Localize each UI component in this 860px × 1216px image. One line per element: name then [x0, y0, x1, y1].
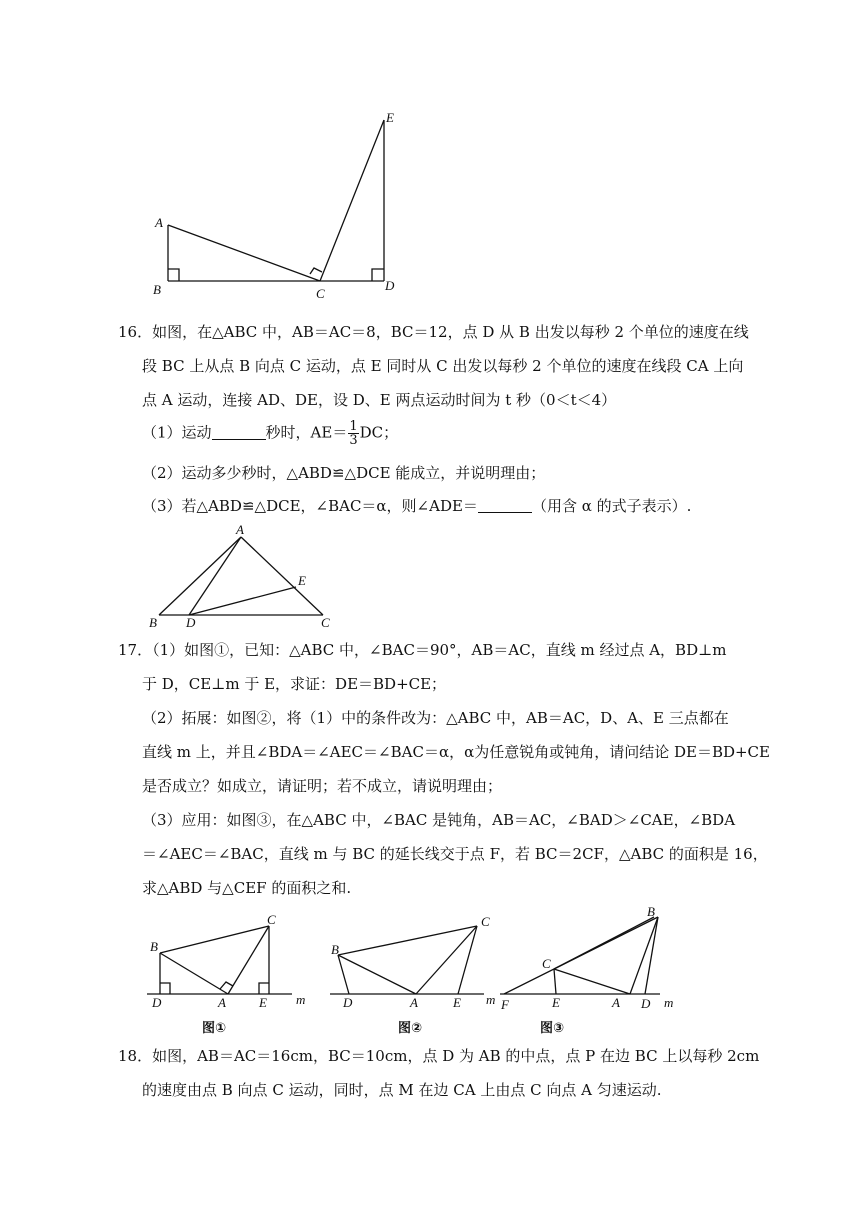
q16-fig-label-a: A: [236, 522, 244, 537]
q16-fig-label-b: B: [149, 615, 157, 630]
q17-fig3: [500, 917, 660, 994]
q17-line-1: 17．（1）如图①，已知：△ABC 中，∠BAC＝90°，AB＝AC，直线 m 经过点 A，BD⊥m: [118, 641, 727, 659]
q17-line-8: 求△ABD 与△CEF 的面积之和.: [142, 879, 352, 897]
top-fig-label-a: A: [155, 215, 163, 230]
q16-p3-text-b: （用含 α 的式子表示）.: [531, 497, 692, 515]
top-fig-label-e: E: [386, 110, 394, 125]
fig3-caption: 图③: [540, 1021, 565, 1036]
q18-line-1: 18．如图，AB＝AC＝16cm，BC＝10cm，点 D 为 AB 的中点，点 P 在边 BC 上以每秒 2cm: [118, 1047, 760, 1065]
q17-line-5: 是否成立？如成立，请证明；若不成立，请说明理由；: [142, 777, 503, 795]
fig3-label-c: C: [542, 956, 551, 971]
fig1-label-m: m: [296, 992, 306, 1007]
top-figure: [168, 120, 384, 281]
top-fig-label-b: B: [153, 282, 161, 297]
fig3-label-a: A: [612, 995, 620, 1010]
fraction-one-third: [348, 420, 358, 447]
fig2-label-m: m: [486, 992, 496, 1007]
fig1-label-b: B: [150, 939, 158, 954]
q17-line-6: （3）应用：如图③，在△ABC 中，∠BAC 是钝角，AB＝AC，∠BAD＞∠CAE，∠BDA: [142, 811, 736, 829]
q17-line-4: 直线 m 上，并且∠BDA＝∠AEC＝∠BAC＝α，α为任意锐角或钝角，请问结论 DE＝BD+CE: [142, 743, 770, 761]
fig2-label-c: C: [481, 914, 490, 929]
q16-part-2: （2）运动多少秒时，△ABD≌△DCE 能成立，并说明理由；: [142, 464, 546, 482]
fig1-label-e: E: [259, 995, 267, 1010]
fig2-label-d: D: [343, 995, 353, 1010]
fig3-label-d: D: [641, 996, 651, 1011]
q16-p3-blank[interactable]: [478, 498, 532, 513]
fraction-denominator: 3: [349, 433, 358, 448]
q16-fig-label-d: D: [186, 615, 196, 630]
q16-fig-label-c: C: [321, 615, 330, 630]
q17-line-3: （2）拓展：如图②，将（1）中的条件改为：△ABC 中，AB＝AC，D、A、E 三点都在: [142, 709, 729, 727]
q18-line-2: 的速度由点 B 向点 C 运动，同时，点 M 在边 CA 上由点 C 向点 A 匀速运动.: [142, 1081, 662, 1099]
q16-stem-line-2: 段 BC 上从点 B 向点 C 运动，点 E 同时从 C 出发以每秒 2 个单位的速度在线段 CA 上向: [142, 357, 744, 375]
fig1-caption: 图①: [202, 1021, 227, 1036]
q16-part-1: [142, 420, 398, 447]
q16-part-3: [142, 496, 691, 516]
q16-p1-text-c: DC；: [359, 423, 399, 442]
q16-p1-blank[interactable]: [212, 425, 266, 440]
q16-p1-text-a: （1）运动: [142, 423, 212, 442]
fig2-label-e: E: [453, 995, 461, 1010]
fig3-label-f: F: [501, 997, 509, 1012]
fig1-label-c: C: [267, 912, 276, 927]
top-fig-label-c: C: [316, 286, 325, 301]
q16-p1-text-b: 秒时，AE＝: [265, 423, 348, 442]
q16-stem-line-1: 16．如图，在△ABC 中，AB＝AC＝8，BC＝12，点 D 从 B 出发以每秒 2 个单位的速度在线: [118, 323, 749, 341]
q16-stem-line-3: 点 A 运动，连接 AD、DE，设 D、E 两点运动时间为 t 秒（0＜t＜4）: [142, 391, 617, 409]
fig2-label-a: A: [410, 995, 418, 1010]
fig3-label-e: E: [552, 995, 560, 1010]
fig1-label-a: A: [218, 995, 226, 1010]
fraction-numerator: 1: [349, 419, 358, 434]
fig3-label-b: B: [647, 904, 655, 919]
q17-line-7: ＝∠AEC＝∠BAC，直线 m 与 BC 的延长线交于点 F，若 BC＝2CF，△ABC 的面积是 16，: [142, 845, 768, 863]
q17-line-2: 于 D，CE⊥m 于 E，求证：DE＝BD+CE；: [142, 675, 447, 693]
q16-fig-label-e: E: [298, 573, 306, 588]
q17-fig2: [330, 926, 484, 994]
fig2-label-b: B: [331, 942, 339, 957]
q16-p3-text-a: （3）若△ABD≌△DCE，∠BAC＝α，则∠ADE＝: [142, 497, 478, 515]
fig1-label-d: D: [152, 995, 162, 1010]
fig2-caption: 图②: [398, 1021, 423, 1036]
q17-fig1: [147, 926, 292, 994]
top-fig-label-d: D: [385, 278, 395, 293]
fig3-label-m: m: [664, 995, 674, 1010]
